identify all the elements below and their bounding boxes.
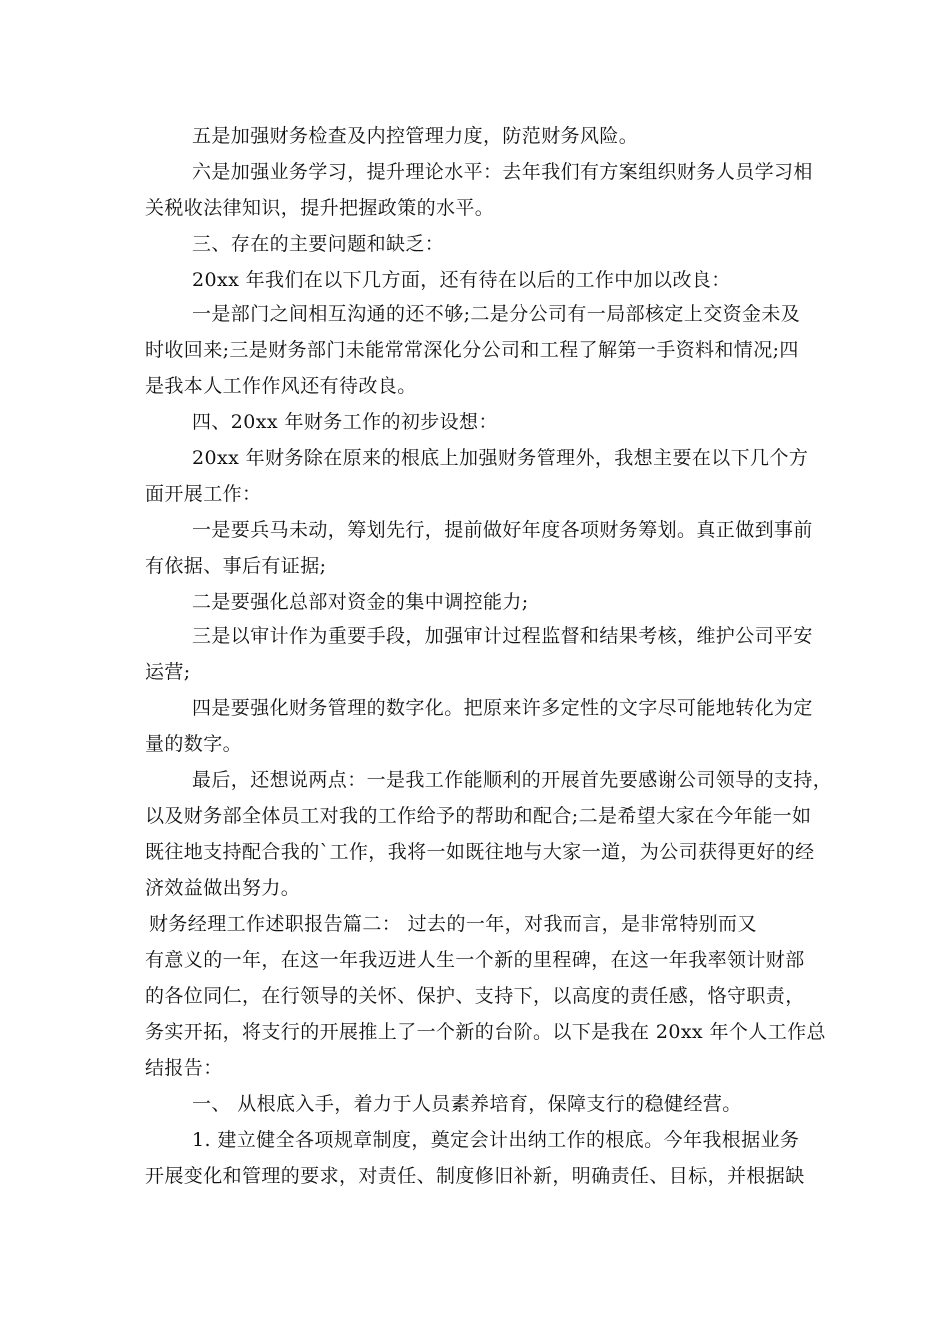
text-line: 量的数字。 — [145, 733, 243, 755]
text-line: 既往地支持配合我的`工作，我将一如既往地与大家一道，为公司获得更好的经 — [145, 841, 815, 863]
text-line: 是我本人工作作风还有待改良。 — [145, 375, 417, 397]
text-line: 面开展工作： — [145, 483, 262, 505]
text-line: 结报告： — [145, 1057, 223, 1079]
text-line: 五是加强财务检查及内控管理力度，防范财务风险。 — [192, 125, 639, 147]
section-heading: 四、20xx 年财务工作的初步设想： — [192, 411, 498, 433]
text-line: 一是部门之间相互沟通的还不够;二是分公司有一局部核定上交资金未及 — [192, 303, 801, 325]
text-line: 1. 建立健全各项规章制度，奠定会计出纳工作的根底。今年我根据业务 — [192, 1129, 800, 1151]
text-line: 四是要强化财务管理的数字化。把原来许多定性的文字尽可能地转化为定 — [192, 697, 813, 719]
text-line: 运营; — [145, 661, 191, 683]
text-line: 一是要兵马未动，筹划先行，提前做好年度各项财务筹划。真正做到事前 — [192, 519, 813, 541]
text-line: 财务经理工作述职报告篇二： 过去的一年，对我而言，是非常特别而又 — [149, 913, 757, 935]
text-line: 有意义的一年，在这一年我迈进人生一个新的里程碑，在这一年我率领计财部 — [145, 949, 805, 971]
text-line: 济效益做出努力。 — [145, 877, 301, 899]
text-line: 20xx 年财务除在原来的根底上加强财务管理外，我想主要在以下几个方 — [192, 447, 809, 469]
text-line: 二是要强化总部对资金的集中调控能力; — [192, 591, 529, 613]
text-line: 以及财务部全体员工对我的工作给予的帮助和配合;二是希望大家在今年能一如 — [145, 805, 812, 827]
section-heading: 一、 从根底入手，着力于人员素养培育，保障支行的稳健经营。 — [192, 1093, 742, 1115]
text-line: 三是以审计作为重要手段，加强审计过程监督和结果考核，维护公司平安 — [192, 625, 813, 647]
text-line: 六是加强业务学习，提升理论水平：去年我们有方案组织财务人员学习相 — [192, 161, 813, 183]
text-line: 20xx 年我们在以下几方面，还有待在以后的工作中加以改良： — [192, 269, 731, 291]
section-heading: 三、存在的主要问题和缺乏： — [192, 233, 445, 255]
text-line: 时收回来;三是财务部门未能常常深化分公司和工程了解第一手资料和情况;四 — [145, 339, 799, 361]
text-line: 有依据、事后有证据; — [145, 555, 327, 577]
text-line: 关税收法律知识，提升把握政策的水平。 — [145, 197, 495, 219]
text-line: 的各位同仁，在行领导的关怀、保护、支持下，以高度的责任感，恪守职责， — [145, 985, 805, 1007]
text-line: 开展变化和管理的要求，对责任、制度修旧补新，明确责任、目标，并根据缺 — [145, 1165, 805, 1187]
text-line: 最后，还想说两点：一是我工作能顺利的开展首先要感谢公司领导的支持， — [192, 769, 833, 791]
text-line: 务实开拓，将支行的开展推上了一个新的台阶。以下是我在 20xx 年个人工作总 — [145, 1021, 826, 1043]
